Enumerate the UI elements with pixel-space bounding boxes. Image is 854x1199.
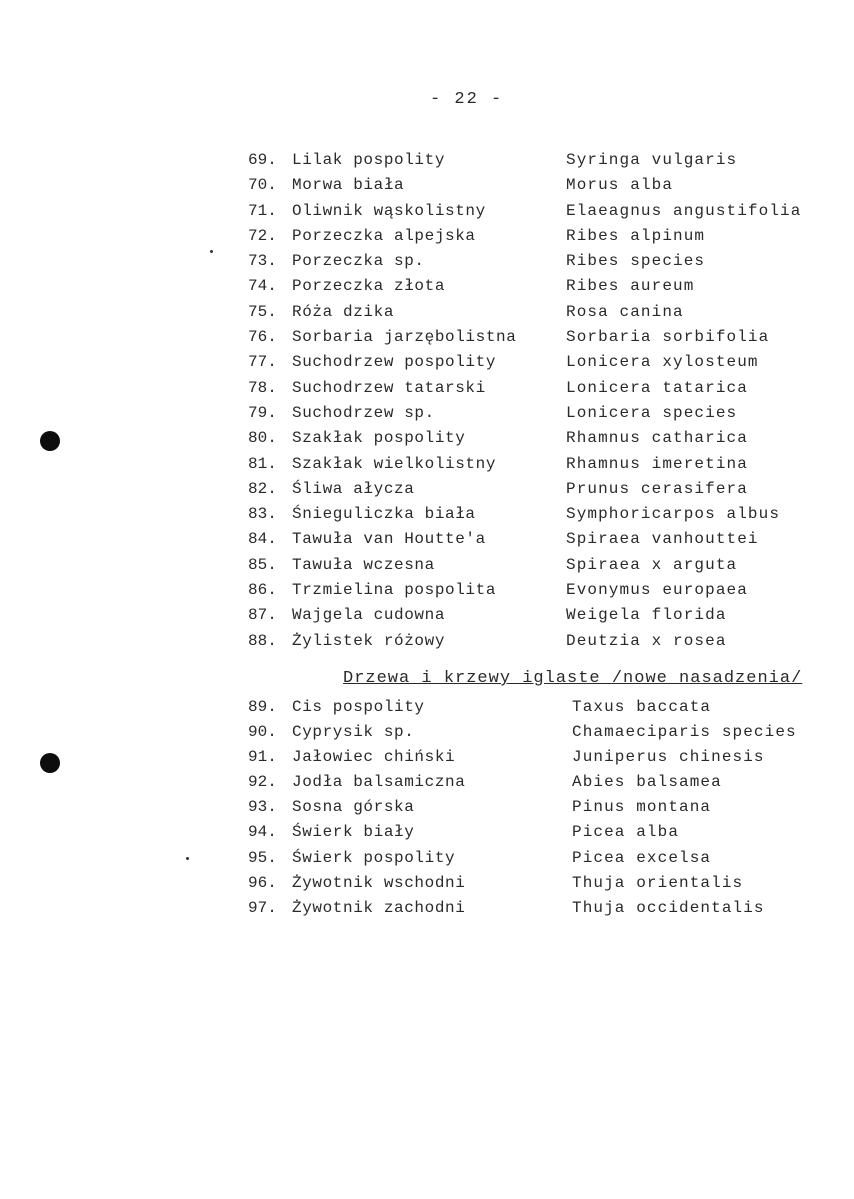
polish-name: Suchodrzew sp. bbox=[292, 403, 435, 422]
latin-name: Pinus montana bbox=[572, 798, 712, 817]
item-number: 75. bbox=[248, 302, 277, 321]
item-number: 95. bbox=[248, 848, 277, 867]
polish-name: Róża dzika bbox=[292, 302, 395, 321]
list-item bbox=[248, 477, 808, 502]
list-item bbox=[248, 502, 808, 527]
polish-name: Jałowiec chiński bbox=[292, 748, 456, 767]
latin-name: Rhamnus imeretina bbox=[566, 454, 748, 473]
paper-speck bbox=[186, 857, 189, 860]
list-item bbox=[248, 527, 808, 552]
item-number: 93. bbox=[248, 798, 277, 817]
item-number: 81. bbox=[248, 454, 277, 473]
punch-hole bbox=[40, 753, 60, 773]
latin-name: Symphoricarpos albus bbox=[566, 505, 781, 524]
polish-name: Tawuła van Houtte'a bbox=[292, 530, 486, 549]
section-heading: Drzewa i krzewy iglaste /nowe nasadzenia/ bbox=[343, 669, 803, 688]
polish-name: Porzeczka złota bbox=[292, 277, 446, 296]
list-item bbox=[248, 148, 808, 173]
item-number: 82. bbox=[248, 479, 277, 498]
item-number: 72. bbox=[248, 226, 277, 245]
polish-name: Oliwnik wąskolistny bbox=[292, 201, 486, 220]
latin-name: Weigela florida bbox=[566, 606, 727, 625]
latin-name: Lonicera tatarica bbox=[566, 378, 748, 397]
item-number: 84. bbox=[248, 530, 277, 549]
list-item bbox=[248, 770, 808, 795]
species-list-conifers bbox=[248, 695, 808, 921]
polish-name: Śnieguliczka biała bbox=[292, 505, 476, 524]
latin-name: Lonicera species bbox=[566, 403, 738, 422]
latin-name: Ribes aureum bbox=[566, 277, 695, 296]
item-number: 97. bbox=[248, 898, 277, 917]
latin-name: Chamaeciparis species bbox=[572, 723, 797, 742]
list-item bbox=[248, 350, 808, 375]
latin-name: Thuja orientalis bbox=[572, 873, 744, 892]
item-number: 71. bbox=[248, 201, 277, 220]
paper-speck bbox=[210, 250, 213, 253]
list-item bbox=[248, 376, 808, 401]
polish-name: Tawuła wczesna bbox=[292, 555, 435, 574]
list-item bbox=[248, 199, 808, 224]
polish-name: Żylistek różowy bbox=[292, 631, 446, 650]
list-item bbox=[248, 452, 808, 477]
latin-name: Morus alba bbox=[566, 176, 674, 195]
item-number: 77. bbox=[248, 353, 277, 372]
latin-name: Sorbaria sorbifolia bbox=[566, 328, 770, 347]
polish-name: Porzeczka alpejska bbox=[292, 226, 476, 245]
polish-name: Cyprysik sp. bbox=[292, 723, 415, 742]
item-number: 92. bbox=[248, 773, 277, 792]
list-item bbox=[248, 578, 808, 603]
polish-name: Trzmielina pospolita bbox=[292, 581, 497, 600]
polish-name: Cis pospolity bbox=[292, 698, 425, 716]
polish-name: Jodła balsamiczna bbox=[292, 773, 466, 792]
item-number: 78. bbox=[248, 378, 277, 397]
polish-name: Morwa biała bbox=[292, 176, 405, 195]
latin-name: Picea excelsa bbox=[572, 848, 712, 867]
latin-name: Lonicera xylosteum bbox=[566, 353, 759, 372]
list-item bbox=[248, 745, 808, 770]
latin-name: Rosa canina bbox=[566, 302, 684, 321]
list-item bbox=[248, 820, 808, 845]
latin-name: Juniperus chinesis bbox=[572, 748, 765, 767]
latin-name: Syringa vulgaris bbox=[566, 151, 738, 169]
polish-name: Żywotnik zachodni bbox=[292, 898, 466, 917]
item-number: 69. bbox=[248, 151, 277, 169]
polish-name: Sosna górska bbox=[292, 798, 415, 817]
list-item bbox=[248, 325, 808, 350]
item-number: 83. bbox=[248, 505, 277, 524]
polish-name: Świerk pospolity bbox=[292, 848, 456, 867]
list-item bbox=[248, 274, 808, 299]
list-item bbox=[248, 846, 808, 871]
latin-name: Ribes species bbox=[566, 252, 706, 271]
item-number: 96. bbox=[248, 873, 277, 892]
polish-name: Szakłak pospolity bbox=[292, 429, 466, 448]
latin-name: Rhamnus catharica bbox=[566, 429, 748, 448]
polish-name: Wajgela cudowna bbox=[292, 606, 446, 625]
polish-name: Porzeczka sp. bbox=[292, 252, 425, 271]
item-number: 74. bbox=[248, 277, 277, 296]
latin-name: Evonymus europaea bbox=[566, 581, 748, 600]
list-item bbox=[248, 629, 808, 654]
polish-name: Suchodrzew pospolity bbox=[292, 353, 497, 372]
list-item bbox=[248, 249, 808, 274]
polish-name: Lilak pospolity bbox=[292, 151, 446, 169]
latin-name: Abies balsamea bbox=[572, 773, 722, 792]
punch-hole bbox=[40, 431, 60, 451]
polish-name: Żywotnik wschodni bbox=[292, 873, 466, 892]
latin-name: Thuja occidentalis bbox=[572, 898, 765, 917]
latin-name: Prunus cerasifera bbox=[566, 479, 748, 498]
item-number: 88. bbox=[248, 631, 277, 650]
item-number: 90. bbox=[248, 723, 277, 742]
item-number: 89. bbox=[248, 698, 277, 716]
list-item bbox=[248, 426, 808, 451]
item-number: 73. bbox=[248, 252, 277, 271]
latin-name: Deutzia x rosea bbox=[566, 631, 727, 650]
latin-name: Spiraea x arguta bbox=[566, 555, 738, 574]
latin-name: Taxus baccata bbox=[572, 698, 712, 716]
item-number: 79. bbox=[248, 403, 277, 422]
polish-name: Szakłak wielkolistny bbox=[292, 454, 497, 473]
latin-name: Elaeagnus angustifolia bbox=[566, 201, 802, 220]
list-item bbox=[248, 401, 808, 426]
polish-name: Świerk biały bbox=[292, 823, 415, 842]
polish-name: Śliwa ałycza bbox=[292, 479, 415, 498]
page-number: - 22 - bbox=[430, 90, 504, 109]
list-item bbox=[248, 173, 808, 198]
latin-name: Ribes alpinum bbox=[566, 226, 706, 245]
list-item bbox=[248, 896, 808, 921]
list-item bbox=[248, 720, 808, 745]
list-item bbox=[248, 795, 808, 820]
list-item bbox=[248, 300, 808, 325]
list-item bbox=[248, 695, 808, 720]
polish-name: Sorbaria jarzębolistna bbox=[292, 328, 517, 347]
item-number: 85. bbox=[248, 555, 277, 574]
item-number: 76. bbox=[248, 328, 277, 347]
species-list-deciduous bbox=[248, 148, 808, 654]
item-number: 91. bbox=[248, 748, 277, 767]
list-item bbox=[248, 603, 808, 628]
item-number: 94. bbox=[248, 823, 277, 842]
list-item bbox=[248, 224, 808, 249]
list-item bbox=[248, 871, 808, 896]
polish-name: Suchodrzew tatarski bbox=[292, 378, 486, 397]
latin-name: Spiraea vanhouttei bbox=[566, 530, 759, 549]
list-item bbox=[248, 553, 808, 578]
item-number: 86. bbox=[248, 581, 277, 600]
latin-name: Picea alba bbox=[572, 823, 680, 842]
item-number: 80. bbox=[248, 429, 277, 448]
item-number: 87. bbox=[248, 606, 277, 625]
item-number: 70. bbox=[248, 176, 277, 195]
